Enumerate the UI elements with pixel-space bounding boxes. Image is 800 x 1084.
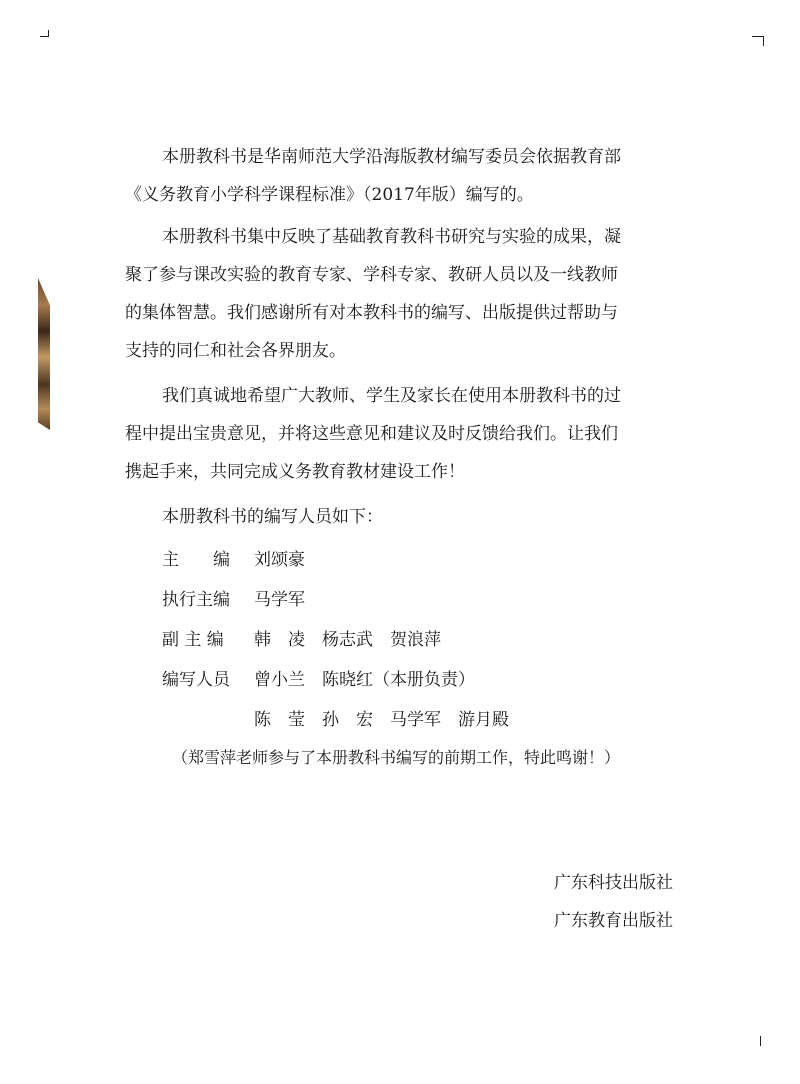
staff-names-chief: 刘颂豪 <box>254 550 305 570</box>
edge-photo-fragment <box>38 278 50 430</box>
paragraph-2-line-2: 聚了参与课改实验的教育专家、学科专家、教研人员以及一线教师 <box>125 265 618 285</box>
staff-role-executive: 执行主编 <box>162 590 230 610</box>
paragraph-3-line-2: 程中提出宝贵意见，并将这些意见和建议及时反馈给我们。让我们 <box>125 424 618 444</box>
staff-row-chief <box>162 545 305 570</box>
crop-mark-top-right-vertical <box>763 36 764 46</box>
paragraph-2-line-3: 的集体智慧。我们感谢所有对本教科书的编写、出版提供过帮助与 <box>125 303 618 323</box>
staff-names-writers-2: 陈 莹 孙 宏 马学军 游月殿 <box>254 710 509 730</box>
paragraph-2-line-4: 支持的同仁和社会各界朋友。 <box>125 341 346 361</box>
staff-row-writers-continued <box>162 705 509 730</box>
publisher-guangdong-science: 广东科技出版社 <box>554 873 673 893</box>
staff-role-writers: 编写人员 <box>162 670 230 690</box>
staff-names-executive: 马学军 <box>254 590 305 610</box>
staff-row-executive <box>162 585 305 610</box>
paragraph-1-line-2: 《义务教育小学科学课程标准》（2017年版）编写的。 <box>125 185 534 205</box>
crop-mark-top-left-vertical <box>48 30 49 37</box>
staff-role-chief: 主 编 <box>162 550 230 570</box>
publisher-guangdong-education: 广东教育出版社 <box>554 911 673 931</box>
paragraph-3-line-3: 携起手来，共同完成义务教育教材建设工作！ <box>125 462 465 482</box>
staff-row-writers <box>162 665 475 690</box>
staff-intro: 本册教科书的编写人员如下： <box>162 507 383 527</box>
staff-row-deputy <box>162 625 441 650</box>
staff-role-deputy: 副 主 编 <box>162 630 224 650</box>
crop-mark-bottom-right <box>760 1036 761 1046</box>
acknowledgement-note: （郑雪萍老师参与了本册教科书编写的前期工作，特此鸣谢！） <box>172 748 621 767</box>
staff-names-deputy: 韩 凌 杨志武 贺浪萍 <box>254 630 441 650</box>
paragraph-3-line-1: 我们真诚地希望广大教师、学生及家长在使用本册教科书的过 <box>162 386 621 406</box>
paragraph-2-line-1: 本册教科书集中反映了基础教育教科书研究与实验的成果，凝 <box>162 227 621 247</box>
paragraph-1-line-1: 本册教科书是华南师范大学沿海版教材编写委员会依据教育部 <box>162 147 621 167</box>
staff-names-writers-1: 曾小兰 陈晓红（本册负责） <box>254 670 475 690</box>
